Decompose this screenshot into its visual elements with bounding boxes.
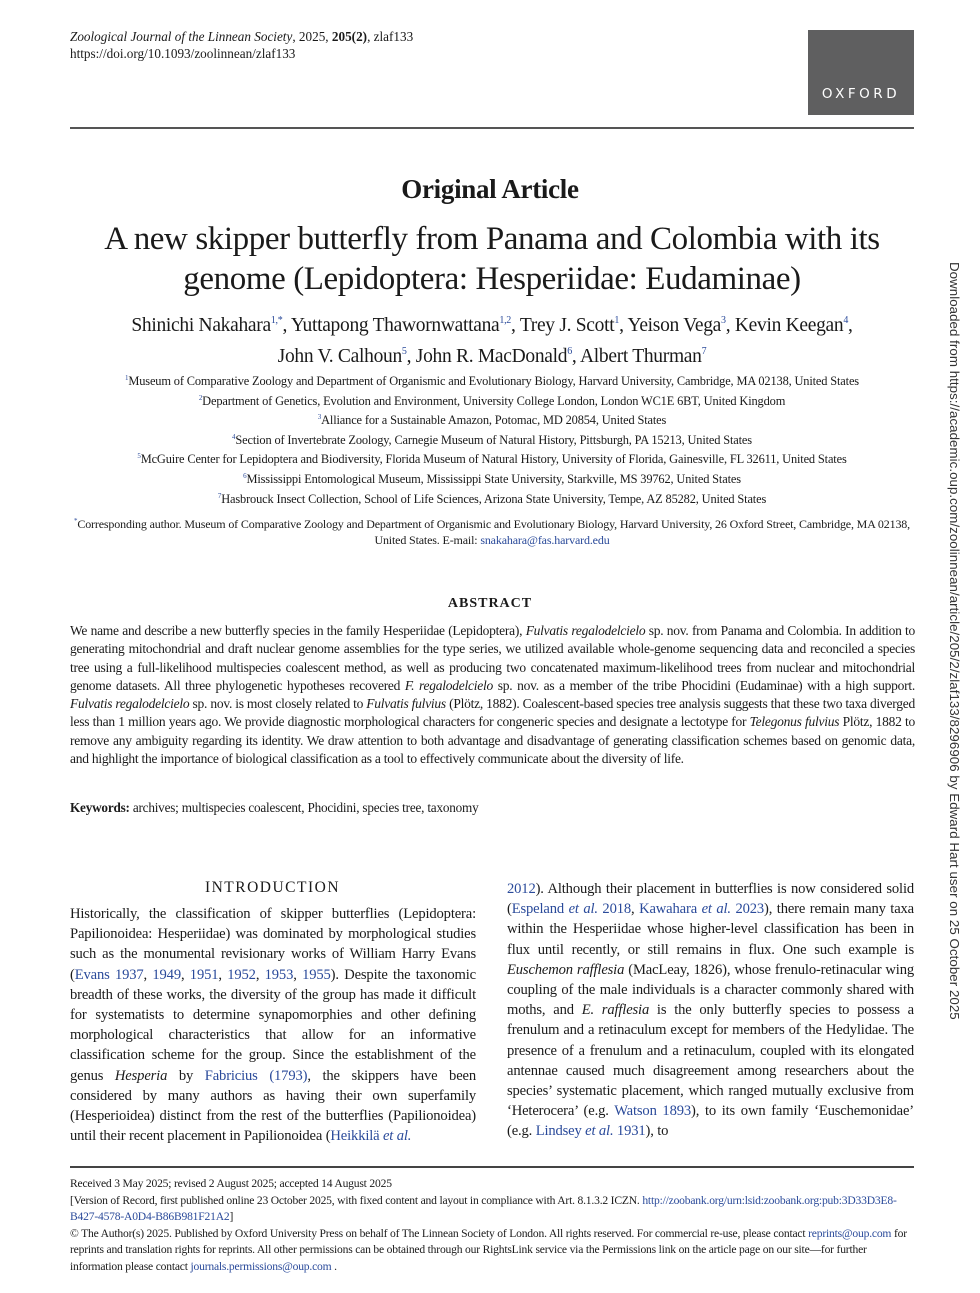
abstract-text: We name and describe a new butterfly species in the family Hesperiidae (Lepidoptera), Fulvatis regalodelcielo sp. nov. from Panama and Colombia. In addition to generating mitochondrial and draft nuclear genome assemblies for the type series, we utilized available whole-genome sequencing data and reconciled a species tree using a full-likelihood multispecies coalescent method, as well as producing two concatenated maximum-likelihood trees from nuclear and mitochondrial genome datasets. All three phylogenetic hypotheses recovered F. regalodelcielo sp. nov. as a member of the tribe Phocidini (Eudaminae) with a high support. Fulvatis regalodelcielo sp. nov. is most closely related to Fulvatis fulvius (Plötz, 1882). Coalescent-based species tree analysis suggests that these two taxa diverged less than 1 million years ago. We provide diagnostic morphological characters for congeneric species and designate a lectotype for Telegonus fulvius Plötz, 1882 to remove any ambiguity regarding its identity. We draw attention to both advantage and disadvantage of generating classification schemes based on genomic data, and highlight the importance of biological classification as a tool to effectively communicate about the diversity of life.	[70, 623, 915, 767]
journal-name: Zoological Journal of the Linnean Society	[70, 29, 293, 44]
author[interactable]: John V. Calhoun$^5$	[277, 346, 407, 367]
header-divider	[70, 127, 914, 129]
journal-citation-line: Zoological Journal of the Linnean Society, 2025, 205(2), zlaf133	[70, 29, 414, 44]
affiliation: $^4$Section of Invertebrate Zoology, Carnegie Museum of Natural History, Pittsburgh, PA 15213, United States	[232, 432, 752, 447]
keywords: Keywords: archives; multispecies coalescent, Phocidini, species tree, taxonomy	[70, 800, 479, 815]
doi-link[interactable]: https://doi.org/10.1093/zoolinnean/zlaf133	[70, 46, 296, 61]
citation-link[interactable]: Watson 1893	[614, 1103, 692, 1120]
citation-link[interactable]: Evans 1937	[74, 966, 144, 983]
author[interactable]: Shinichi Nakahara$^{1,*}$	[131, 315, 283, 336]
citation-link[interactable]: 1951	[189, 966, 219, 983]
citation-link[interactable]: 2012	[507, 881, 536, 897]
intro-column-right: 2012). Although their placement in butterflies is now considered solid (Espeland et al. 2018, Kawahara et al. 2023), there remain many taxa within the Hesperiidae whose higher-level classification has been in flux until recently, or still remains in flux. One such example is Euschemon rafflesia (MacLeay, 1826), whose frenulo-retinacular wing coupling of the male individuals is a character commonly shared with moths, and E. rafflesia is the only butterfly species to possess a frenulum and a retinaculum except for members of the Hedylidae. The presence of a frenulum and a retinaculum, coupled with its elongated antennae caused much disagreement among researchers about the species’ systematic placement, which ranged mutually exclusive from ‘Heterocera’ (e.g. Watson 1893), to its own family ‘Euschemonidae’ (e.g. Lindsey et al. 1931), to	[507, 881, 915, 1140]
received-dates: Received 3 May 2025; revised 2 August 2025; accepted 14 August 2025	[70, 1177, 392, 1190]
citation-link[interactable]: 1955	[302, 966, 331, 983]
citation-link[interactable]: 1953	[264, 966, 294, 983]
copyright-notice: © The Author(s) 2025. Published by Oxford University Press on behalf of The Linnean Society of London. All rights reserved. For commercial re-use, please contact reprints@oup.com for reprints and translation rights for reprints. All other permissions can be obtained through our RightsLink service via the Permissions link on the article page on our site—for further information please contact journals.permissions@oup.com .	[70, 1226, 907, 1273]
affiliation: $^1$Museum of Comparative Zoology and Department of Organismic and Evolutionary Biology, Harvard University, Cambridge, MA 02138, United States	[125, 374, 859, 388]
author[interactable]: Trey J. Scott$^1$	[519, 315, 620, 336]
citation-link[interactable]: Kawahara et al. 2023	[639, 901, 765, 918]
citation-link[interactable]: Lindsey et al. 1931	[535, 1123, 646, 1140]
zoobank-link[interactable]: http://zoobank.org/urn:lsid:zoobank.org:pub:3D33D3E8-B427-4578-A0D4-B86B981F21A2	[70, 1193, 897, 1223]
author[interactable]: Albert Thurman$^7$	[580, 346, 707, 367]
affiliation: $^3$Alliance for a Sustainable Amazon, Potomac, MD 20854, United States	[317, 413, 667, 428]
affiliation: $^5$McGuire Center for Lepidoptera and Biodiversity, Florida Museum of Natural History, University of Florida, Gainesville, FL 32611, United States	[137, 452, 847, 467]
citation-link[interactable]: 1952	[227, 966, 256, 983]
author[interactable]: Yuttapong Thawornwattana$^{1,2}$	[290, 315, 512, 336]
permissions-email-link[interactable]: journals.permissions@oup.com	[190, 1259, 332, 1273]
reprints-email-link[interactable]: reprints@oup.com	[808, 1226, 892, 1240]
journal-volume: 205(2)	[331, 29, 368, 44]
oxford-logo: OXFORD	[808, 30, 914, 115]
publication-footer	[70, 1176, 915, 1275]
citation-link[interactable]: Heikkilä et al.	[330, 1128, 412, 1145]
author-list: Shinichi Nakahara$^{1,*}$, Yuttapong Thawornwattana$^{1,2}$, Trey J. Scott$^1$, Yeison Vega$^3$, Kevin Keegan$^4$, John V. Calhoun$^5$, John R. MacDonald$^6$, Albert Thurman$^7$	[131, 315, 853, 367]
abstract-heading: ABSTRACT	[447, 596, 533, 611]
download-stamp: Downloaded from https://academic.oup.com/zoolinnean/article/205/2/zlaf133/8296906 by Edward Hart user on 25 October 2025	[947, 262, 962, 1020]
citation-link[interactable]: Fabricius (1793)	[204, 1067, 308, 1084]
introduction-heading: INTRODUCTION	[204, 879, 341, 896]
version-of-record: [Version of Record, first published online 23 October 2025, with fixed content and layout in compliance with Art. 8.1.3.2 ICZN. http://zoobank.org/urn:lsid:zoobank.org:pub:3D33D3E8-B427-4578-A0D4-B86B981F21A2]	[70, 1193, 897, 1223]
intro-column-left: Historically, the classification of skipper butterflies (Lepidoptera: Papilionoidea: Hesperiidae) was dominated by morphological studies such as the monumental revisionary works of William Harry Evans (Evans 1937, 1949, 1951, 1952, 1953, 1955). Despite the taxonomic breadth of these works, the diversity of the group has made it difficult for systematists to determine synapomorphies and other defining morphological characteristics that allow for an informative classification scheme for the group. Since the establishment of the genus Hesperia by Fabricius (1793), the skippers have been considered by many authors as having their own superfamily (Hesperioidea) distinct from the rest of the butterflies (Papilionoidea) until their recent placement in Papilionoidea (Heikkilä et al.	[70, 906, 476, 1145]
author[interactable]: Yeison Vega$^3$	[627, 315, 726, 336]
author[interactable]: Kevin Keegan$^4$	[734, 315, 849, 336]
corresponding-author: *Corresponding author. Museum of Comparative Zoology and Department of Organismic and Evolutionary Biology, Harvard University, 26 Oxford Street, Cambridge, MA 02138, United States. E-mail: snakahara@fas.harvard.edu	[73, 517, 910, 547]
affiliation: $^6$Mississippi Entomological Museum, Mississippi State University, Starkville, MS 39762, United States	[243, 471, 741, 486]
article-type: Original Article	[401, 174, 579, 204]
footer-divider	[70, 1166, 914, 1168]
citation-link[interactable]: Espeland et al. 2018	[511, 901, 632, 918]
corresponding-email-link[interactable]: snakahara@fas.harvard.edu	[480, 532, 610, 547]
affiliations	[70, 370, 914, 507]
affiliation: $^2$Department of Genetics, Evolution and Environment, University College London, London WC1E 6BT, United Kingdom	[198, 393, 786, 408]
article-title: A new skipper butterfly from Panama and Colombia with its genome (Lepidoptera: Hesperiidae: Eudaminae)	[104, 221, 880, 297]
author[interactable]: John R. MacDonald$^6$	[415, 346, 572, 367]
citation-link[interactable]: 1949	[152, 966, 181, 983]
keywords-label: Keywords:	[70, 800, 130, 815]
journal-citation	[70, 28, 413, 62]
affiliation: $^7$Hasbrouck Insect Collection, School of Life Sciences, Arizona State University, Tempe, AZ 85282, United States	[217, 491, 767, 506]
